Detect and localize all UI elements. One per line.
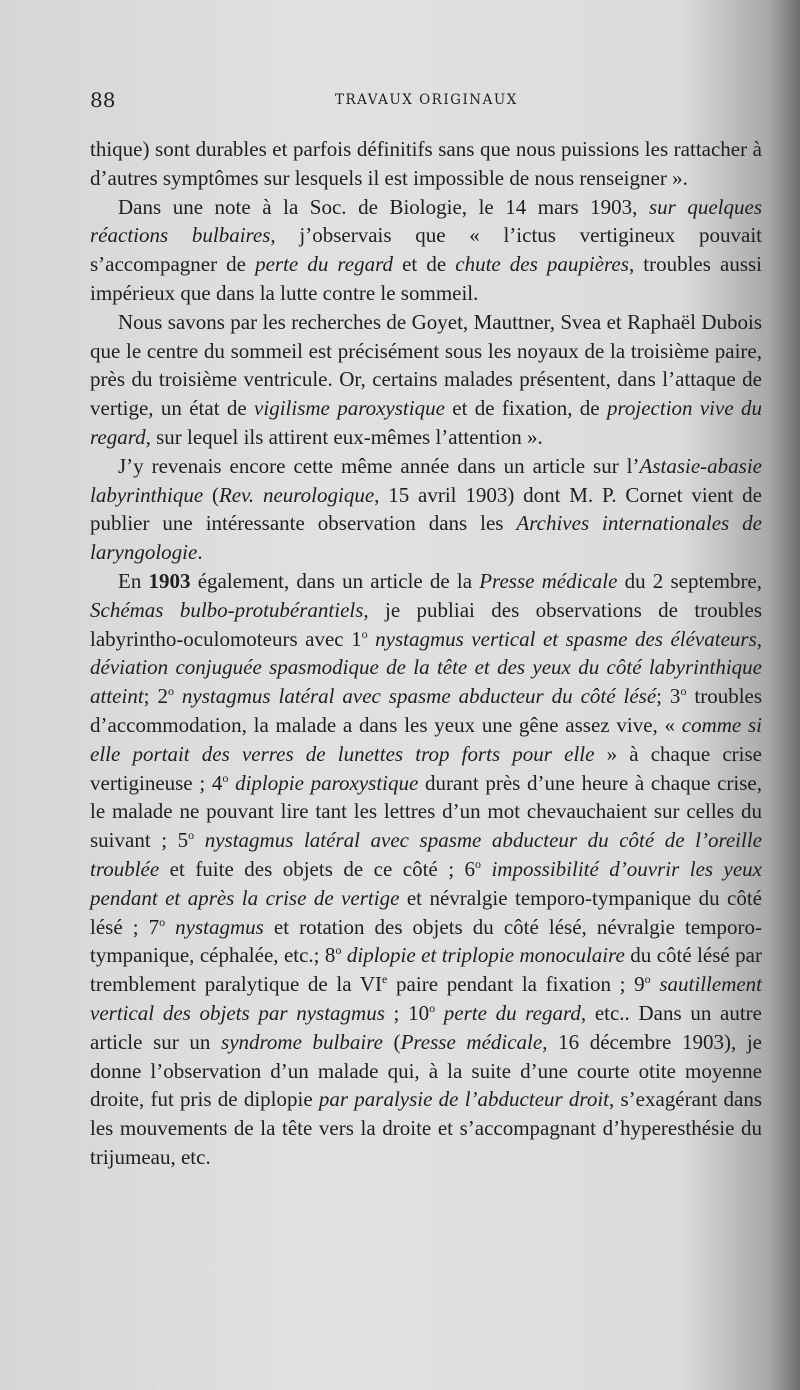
text-run: , je publiai des observations de troubles labyrintho-oculomoteurs avec 1: [90, 597, 762, 651]
italic-text: Presse médicale: [479, 568, 618, 593]
superscript: o: [680, 684, 687, 699]
superscript: o: [188, 828, 195, 843]
text-run: J’y revenais encore cette même année dans un article sur l’: [118, 453, 640, 478]
text-run: En: [118, 568, 149, 593]
superscript: o: [167, 684, 174, 699]
paragraph-p2: [90, 308, 762, 452]
text-run: » à chaque crise vertigineuse ; 4: [90, 741, 762, 795]
italic-text: vigilisme paroxystique: [254, 396, 445, 421]
text-run: également, dans un article de la: [190, 568, 480, 593]
text-run: ; 2: [143, 684, 168, 709]
text-run: [481, 857, 491, 881]
italic-text: chute des paupières: [455, 252, 629, 277]
text-run: et rotation des objets du côté lésé, névralgie temporo-tympanique, céphalée, etc.; 8: [90, 914, 762, 968]
italic-text: comme si elle portait des verres de lunettes trop forts pour elle: [90, 712, 762, 766]
text-run: .: [197, 540, 203, 565]
text-run: et fuite des objets de ce côté ; 6: [159, 856, 475, 881]
italic-text: diplopie paroxystique: [235, 770, 419, 795]
text-run: ; 3: [656, 684, 681, 709]
italic-text: par paralysie de l’abducteur droit: [318, 1087, 609, 1112]
text-run: [368, 627, 376, 651]
text-run: [435, 1001, 444, 1025]
superscript: o: [159, 914, 166, 929]
italic-text: Rev. neurologique: [218, 482, 375, 507]
text-run: durant près d’une heure à chaque crise, le malade ne pouvant lire tant les lettres d’un mot chevauchaient sur celles du suivant ; 5: [90, 770, 762, 853]
italic-text: impossibilité d’ouvrir les yeux pendant et après la crise de vertige: [90, 856, 762, 910]
superscript: o: [335, 943, 342, 958]
text-run: du 2 septembre,: [617, 568, 763, 593]
text-run: Nous savons par les recherches de Goyet, Mauttner, Svea et Raphaël Dubois que le centre du sommeil est précisément sous les noyaux de la troisième paire, près du troisième ventricule. Or, certains malades présentent, dans l’attaque de vertige, un état de: [90, 309, 762, 421]
page-header: [90, 88, 760, 116]
text-run: du côté lésé par tremblement paralytique de la VI: [90, 943, 762, 997]
superscript: o: [429, 1000, 436, 1015]
text-run: [174, 684, 182, 708]
superscript: o: [644, 972, 651, 987]
text-run: , s’exagérant dans les mouvements de la tête vers la droite et s’accompagnant d’hyperesthésie du trijumeau, etc.: [90, 1087, 762, 1169]
italic-text: nystagmus latéral avec spasme abducteur du côté de l’oreille troublée: [90, 828, 763, 881]
text-run: , etc.. Dans un autre article sur un: [90, 1000, 762, 1054]
italic-text: nystagmus: [175, 914, 264, 939]
superscript: o: [222, 770, 229, 785]
paragraph-p1: [90, 193, 762, 308]
italic-text: sautillement vertical des objets par nystagmus: [90, 972, 763, 1025]
italic-text: projection vive du regard: [90, 396, 762, 449]
italic-text: sur quelques réactions bulbaires: [90, 194, 762, 248]
text-run: [194, 828, 205, 852]
italic-text: Archives internationales de laryngologie: [90, 511, 762, 565]
paragraph-p4: [90, 567, 762, 1172]
text-run: troubles d’accommodation, la malade a dans les yeux une gêne assez vive, «: [90, 684, 763, 737]
italic-text: Schémas bulbo-protubérantiels: [90, 597, 364, 622]
text-run: [165, 915, 175, 939]
page-number: 88: [90, 88, 116, 112]
paragraph-p0: [90, 135, 762, 193]
text-run: ; 10: [384, 1000, 430, 1025]
text-run: , j’observais que « l’ictus vertigineux pouvait s’accompagner de: [90, 223, 762, 277]
text-run: , 16 décembre 1903), je donne l’observation d’un malade qui, à la suite d’une courte otite moyenne droite, fut pris de diplopie: [90, 1029, 762, 1112]
italic-text: nystagmus vertical et spasme des élévateurs, déviation conjuguée spasmodique de la tête et des yeux du côté labyrinthique atteint: [90, 626, 762, 709]
italic-text: Presse médicale: [400, 1029, 543, 1054]
bold-text: 1903: [148, 568, 191, 593]
italic-text: perte du regard: [255, 252, 394, 277]
superscript: o: [361, 626, 368, 641]
text-run: et de: [393, 252, 456, 277]
text-run: (: [382, 1029, 401, 1054]
italic-text: diplopie et triplopie monoculaire: [346, 943, 625, 968]
superscript: e: [382, 972, 388, 987]
text-run: paire pendant la fixation ; 9: [387, 972, 645, 997]
text-run: et de fixation, de: [444, 396, 607, 421]
paragraph-p3: [90, 452, 762, 567]
text-run: Dans une note à la Soc. de Biologie, le 14 mars 1903,: [118, 194, 649, 219]
italic-text: perte du regard: [443, 1000, 581, 1025]
text-run: thique) sont durables et parfois définitifs sans que nous puissions les rattacher à d’autres symptômes sur lesquels il est impossible de nous renseigner ».: [90, 137, 762, 190]
running-head: TRAVAUX ORIGINAUX: [335, 92, 518, 108]
superscript: o: [475, 856, 481, 871]
text-run: , troubles aussi impérieux que dans la lutte contre le sommeil.: [90, 252, 763, 305]
text-run: , 15 avril 1903) dont M. P. Cornet vient de publier une intéressante observation dans les: [90, 482, 762, 536]
body-text: [90, 135, 762, 1172]
italic-text: Astasie-abasie labyrinthique: [90, 453, 762, 507]
text-run: et névralgie temporo-tympanique du côté lésé ; 7: [90, 885, 762, 939]
text-run: (: [203, 482, 219, 507]
italic-text: nystagmus latéral avec spasme abducteur du côté lésé: [181, 684, 657, 709]
text-run: , sur lequel ils attirent eux-mêmes l’attention ».: [145, 424, 543, 449]
italic-text: syndrome bulbaire: [221, 1029, 383, 1054]
